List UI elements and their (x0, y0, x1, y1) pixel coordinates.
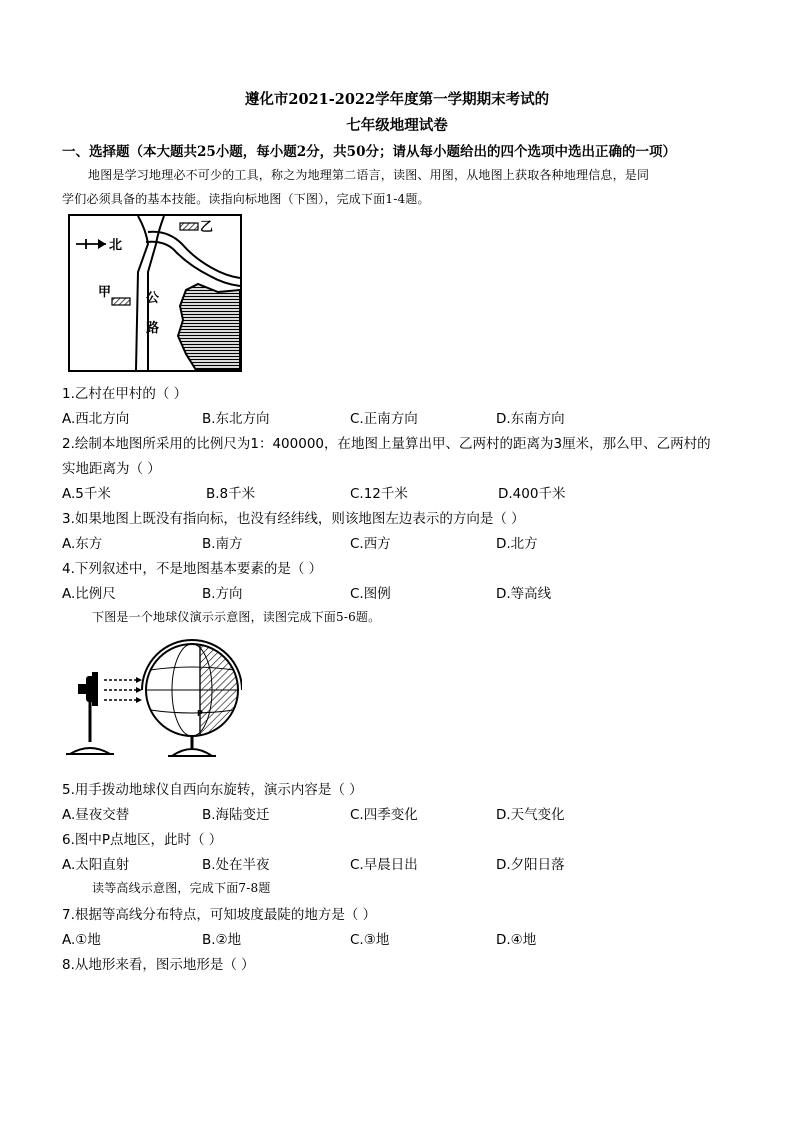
q2-option-d[interactable]: D.400千米 (498, 486, 566, 502)
question-4: 4.下列叙述中，不是地图基本要素的是（ ） (62, 561, 323, 577)
question-6: 6.图中P点地区，此时（ ） (62, 832, 223, 848)
north-label: 北 (109, 238, 123, 253)
village-b-symbol (180, 223, 198, 230)
q6-option-d[interactable]: D.夕阳日落 (496, 857, 565, 873)
q7-option-c[interactable]: C.③地 (350, 932, 390, 948)
light-arrow-head-3 (136, 697, 142, 703)
q7-option-d[interactable]: D.④地 (496, 932, 537, 948)
road-label-1: 公 (146, 291, 160, 306)
question-3: 3.如果地图上既没有指向标，也没有经纬线，则该地图左边表示的方向是（ ） (62, 511, 525, 527)
q7-option-a[interactable]: A.①地 (62, 932, 101, 948)
village-a-label: 甲 (98, 285, 112, 300)
q4-option-a[interactable]: A.比例尺 (62, 586, 116, 602)
intro-globe: 下图是一个地球仪演示示意图，读图完成下面5-6题。 (92, 610, 381, 624)
globe-base (172, 749, 212, 756)
q4-option-c[interactable]: C.图例 (350, 586, 391, 602)
globe-demo-figure (66, 634, 242, 764)
q5-option-b[interactable]: B.海陆变迁 (202, 807, 270, 823)
q3-option-d[interactable]: D.北方 (496, 536, 538, 552)
q4-option-b[interactable]: B.方向 (202, 586, 243, 602)
q2-option-a[interactable]: A.5千米 (62, 486, 111, 502)
exam-title-line2: 七年级地理试卷 (346, 117, 448, 134)
q1-option-a[interactable]: A.西北方向 (62, 411, 130, 427)
question-5: 5.用手拨动地球仪自西向东旋转，演示内容是（ ） (62, 782, 363, 798)
lamp-back (78, 684, 88, 694)
q6-option-b[interactable]: B.处在半夜 (202, 857, 270, 873)
q3-option-c[interactable]: C.西方 (350, 536, 391, 552)
q5-option-d[interactable]: D.天气变化 (496, 807, 565, 823)
q1-option-b[interactable]: B.东北方向 (202, 411, 270, 427)
q5-option-c[interactable]: C.四季变化 (350, 807, 418, 823)
question-7: 7.根据等高线分布特点，可知坡度最陡的地方是（ ） (62, 907, 377, 923)
q4-option-d[interactable]: D.等高线 (496, 586, 552, 602)
question-2: 2.绘制本地图所采用的比例尺为1：400000，在地图上量算出甲、乙两村的距离为3厘米，那么甲、乙两村的 (62, 436, 711, 452)
q5-option-a[interactable]: A.昼夜交替 (62, 807, 130, 823)
q2-option-c[interactable]: C.12千米 (350, 486, 408, 502)
lamp-front (92, 672, 98, 706)
point-p-label: P (197, 709, 203, 718)
section-heading: 一、选择题（本大题共25小题，每小题2分，共50分；请从每小题给出的四个选项中选出正确的一项） (62, 144, 676, 160)
intro-text-line1: 地图是学习地理必不可少的工具，称之为地理第二语言，读图、用图，从地图上获取各种地理信息，是同 (88, 168, 650, 182)
q6-option-c[interactable]: C.早晨日出 (350, 857, 418, 873)
question-8: 8.从地形来看，图示地形是（ ） (62, 957, 255, 973)
intro-contour: 读等高线示意图，完成下面7-8题 (92, 881, 271, 895)
village-a-symbol (112, 298, 130, 305)
q1-option-c[interactable]: C.正南方向 (350, 411, 418, 427)
light-rays (104, 680, 138, 700)
direction-map-figure (68, 214, 244, 374)
road-label-2: 路 (146, 321, 160, 336)
q3-option-a[interactable]: A.东方 (62, 536, 103, 552)
village-b-label: 乙 (200, 220, 214, 235)
question-2-cont: 实地距离为（ ） (62, 461, 161, 477)
question-1: 1.乙村在甲村的（ ） (62, 386, 188, 402)
q2-option-b[interactable]: B.8千米 (206, 486, 256, 502)
light-arrow-head-1 (136, 677, 142, 683)
q3-option-b[interactable]: B.南方 (202, 536, 243, 552)
intro-text-line2: 学们必须具备的基本技能。读指向标地图（下图），完成下面1-4题。 (62, 192, 430, 206)
sea-area (178, 284, 240, 370)
q1-option-d[interactable]: D.东南方向 (496, 411, 565, 427)
exam-title-line1: 遵化市2021-2022学年度第一学期期末考试的 (244, 91, 550, 108)
q7-option-b[interactable]: B.②地 (202, 932, 242, 948)
q6-option-a[interactable]: A.太阳直射 (62, 857, 130, 873)
